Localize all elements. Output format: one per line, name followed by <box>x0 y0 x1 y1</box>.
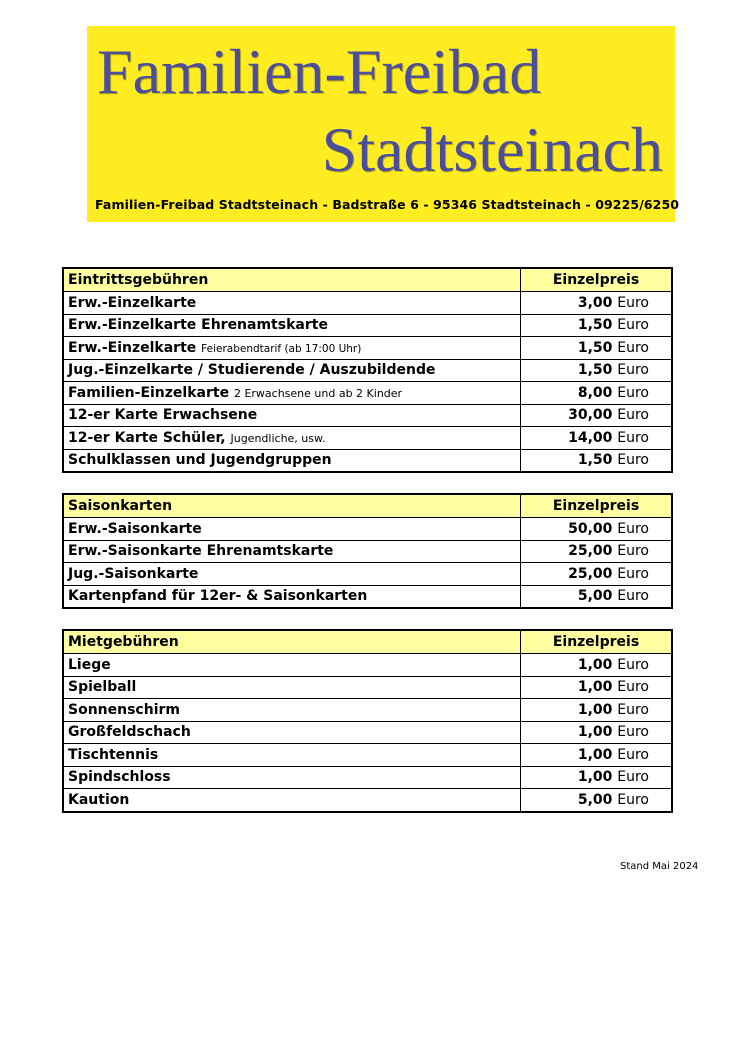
item-label: Tischtennis <box>68 746 159 763</box>
price-currency: Euro <box>617 543 649 560</box>
price-cell <box>521 359 673 382</box>
item-label: Erw.-Saisonkarte <box>68 520 202 537</box>
price-amount: 1,00 <box>577 724 613 741</box>
price-amount: 1,00 <box>577 656 613 673</box>
item-cell <box>63 721 521 744</box>
item-cell <box>63 292 521 315</box>
item-cell <box>63 404 521 427</box>
price-amount: 8,00 <box>577 384 613 401</box>
price-currency: Euro <box>617 724 649 741</box>
price-cell <box>521 766 673 789</box>
price-currency: Euro <box>617 565 649 582</box>
table-row <box>63 585 672 608</box>
price-currency: Euro <box>617 791 649 808</box>
table-header-label: Eintrittsgebühren <box>63 268 521 292</box>
table-row <box>63 676 672 699</box>
price-amount: 1,50 <box>577 362 613 379</box>
header-banner <box>87 26 680 222</box>
price-cell <box>521 789 673 812</box>
price-cell <box>521 518 673 541</box>
price-amount: 25,00 <box>568 543 613 560</box>
price-amount: 3,00 <box>577 294 613 311</box>
item-label: Schulklassen und Jugendgruppen <box>68 452 332 469</box>
price-currency: Euro <box>617 407 649 424</box>
item-note: Feierabendtarif (ab 17:00 Uhr) <box>201 342 362 355</box>
item-label: Erw.-Einzelkarte Ehrenamtskarte <box>68 317 328 334</box>
item-cell <box>63 337 521 360</box>
price-amount: 1,00 <box>577 746 613 763</box>
stand-date: Stand Mai 2024 <box>620 861 699 872</box>
table-header-label: Mietgebühren <box>63 630 521 654</box>
banner-title-line2: Stadtsteinach <box>321 114 663 185</box>
entry-fees-table <box>62 267 673 473</box>
table-row <box>63 427 672 450</box>
item-cell <box>63 359 521 382</box>
item-note: 2 Erwachsene und ab 2 Kinder <box>233 386 403 400</box>
item-cell <box>63 449 521 472</box>
table-row <box>63 721 672 744</box>
table-row <box>63 314 672 337</box>
item-label: Kaution <box>68 791 130 808</box>
item-cell <box>63 518 521 541</box>
item-label: Erw.-Einzelkarte <box>68 294 197 311</box>
table-row <box>63 654 672 677</box>
price-currency: Euro <box>617 679 649 696</box>
price-amount: 5,00 <box>577 588 613 605</box>
price-currency: Euro <box>617 588 649 605</box>
item-cell <box>63 314 521 337</box>
table-row <box>63 540 672 563</box>
price-amount: 1,00 <box>577 769 613 786</box>
item-cell <box>63 563 521 586</box>
table-header-price: Einzelpreis <box>521 494 673 518</box>
item-cell <box>63 676 521 699</box>
price-amount: 1,00 <box>577 679 613 696</box>
price-currency: Euro <box>617 452 649 469</box>
price-currency: Euro <box>617 769 649 786</box>
table-row <box>63 292 672 315</box>
price-cell <box>521 563 673 586</box>
item-label: Erw.-Saisonkarte Ehrenamtskarte <box>68 543 334 560</box>
item-cell <box>63 744 521 767</box>
price-amount: 1,00 <box>577 701 613 718</box>
price-currency: Euro <box>617 429 649 446</box>
price-currency: Euro <box>617 656 649 673</box>
price-currency: Euro <box>617 520 649 537</box>
price-cell <box>521 292 673 315</box>
item-label: Jug.-Saisonkarte <box>68 565 199 582</box>
item-cell <box>63 699 521 722</box>
table-header-row <box>63 494 672 518</box>
price-cell <box>521 744 673 767</box>
price-cell <box>521 585 673 608</box>
price-amount: 50,00 <box>568 520 613 537</box>
item-label: Spielball <box>68 679 137 696</box>
price-currency: Euro <box>617 339 649 356</box>
item-cell <box>63 382 521 405</box>
price-cell <box>521 427 673 450</box>
price-cell <box>521 449 673 472</box>
rental-fees-table <box>62 629 673 813</box>
item-cell <box>63 540 521 563</box>
item-label: Großfeldschach <box>68 724 191 741</box>
item-label: Erw.-Einzelkarte <box>68 339 197 356</box>
item-label: Familien-Einzelkarte <box>68 384 230 401</box>
table-header-price: Einzelpreis <box>521 630 673 654</box>
item-cell <box>63 766 521 789</box>
table-row <box>63 563 672 586</box>
table-header-row <box>63 268 672 292</box>
price-currency: Euro <box>617 384 649 401</box>
item-label: Kartenpfand für 12er- & Saisonkarten <box>68 588 368 605</box>
price-cell <box>521 382 673 405</box>
item-cell <box>63 654 521 677</box>
table-header-label: Saisonkarten <box>63 494 521 518</box>
price-currency: Euro <box>617 746 649 763</box>
table-row <box>63 359 672 382</box>
price-cell <box>521 676 673 699</box>
item-label: Jug.-Einzelkarte / Studierende / Auszubildende <box>68 362 436 379</box>
table-row <box>63 789 672 812</box>
item-cell <box>63 427 521 450</box>
table-row <box>63 518 672 541</box>
item-cell <box>63 789 521 812</box>
price-cell <box>521 654 673 677</box>
price-amount: 14,00 <box>568 429 613 446</box>
price-amount: 1,50 <box>577 317 613 334</box>
price-cell <box>521 540 673 563</box>
table-row <box>63 766 672 789</box>
table-row <box>63 382 672 405</box>
price-amount: 5,00 <box>577 791 613 808</box>
price-cell <box>521 699 673 722</box>
table-row <box>63 337 672 360</box>
table-row <box>63 744 672 767</box>
price-amount: 30,00 <box>568 407 613 424</box>
price-cell <box>521 314 673 337</box>
price-currency: Euro <box>617 701 649 718</box>
price-currency: Euro <box>617 362 649 379</box>
price-amount: 1,50 <box>577 339 613 356</box>
price-cell <box>521 404 673 427</box>
banner-address: Familien-Freibad Stadtsteinach - Badstraße 6 - 95346 Stadtsteinach - 09225/6250 <box>95 197 680 212</box>
price-cell <box>521 721 673 744</box>
table-row <box>63 404 672 427</box>
table-row <box>63 699 672 722</box>
price-amount: 1,50 <box>577 452 613 469</box>
price-cell <box>521 337 673 360</box>
item-label: Sonnenschirm <box>68 701 180 718</box>
banner-title-line1: Familien-Freibad <box>97 36 542 107</box>
season-tickets-table <box>62 493 673 609</box>
price-currency: Euro <box>617 317 649 334</box>
price-currency: Euro <box>617 294 649 311</box>
item-cell <box>63 585 521 608</box>
table-header-price: Einzelpreis <box>521 268 673 292</box>
item-label: Spindschloss <box>68 769 171 786</box>
table-row <box>63 449 672 472</box>
item-note: Jugendliche, usw. <box>230 431 326 445</box>
table-header-row <box>63 630 672 654</box>
item-label: 12-er Karte Erwachsene <box>68 407 258 424</box>
price-amount: 25,00 <box>568 565 613 582</box>
item-label: 12-er Karte Schüler, <box>68 429 226 446</box>
item-label: Liege <box>68 656 111 673</box>
